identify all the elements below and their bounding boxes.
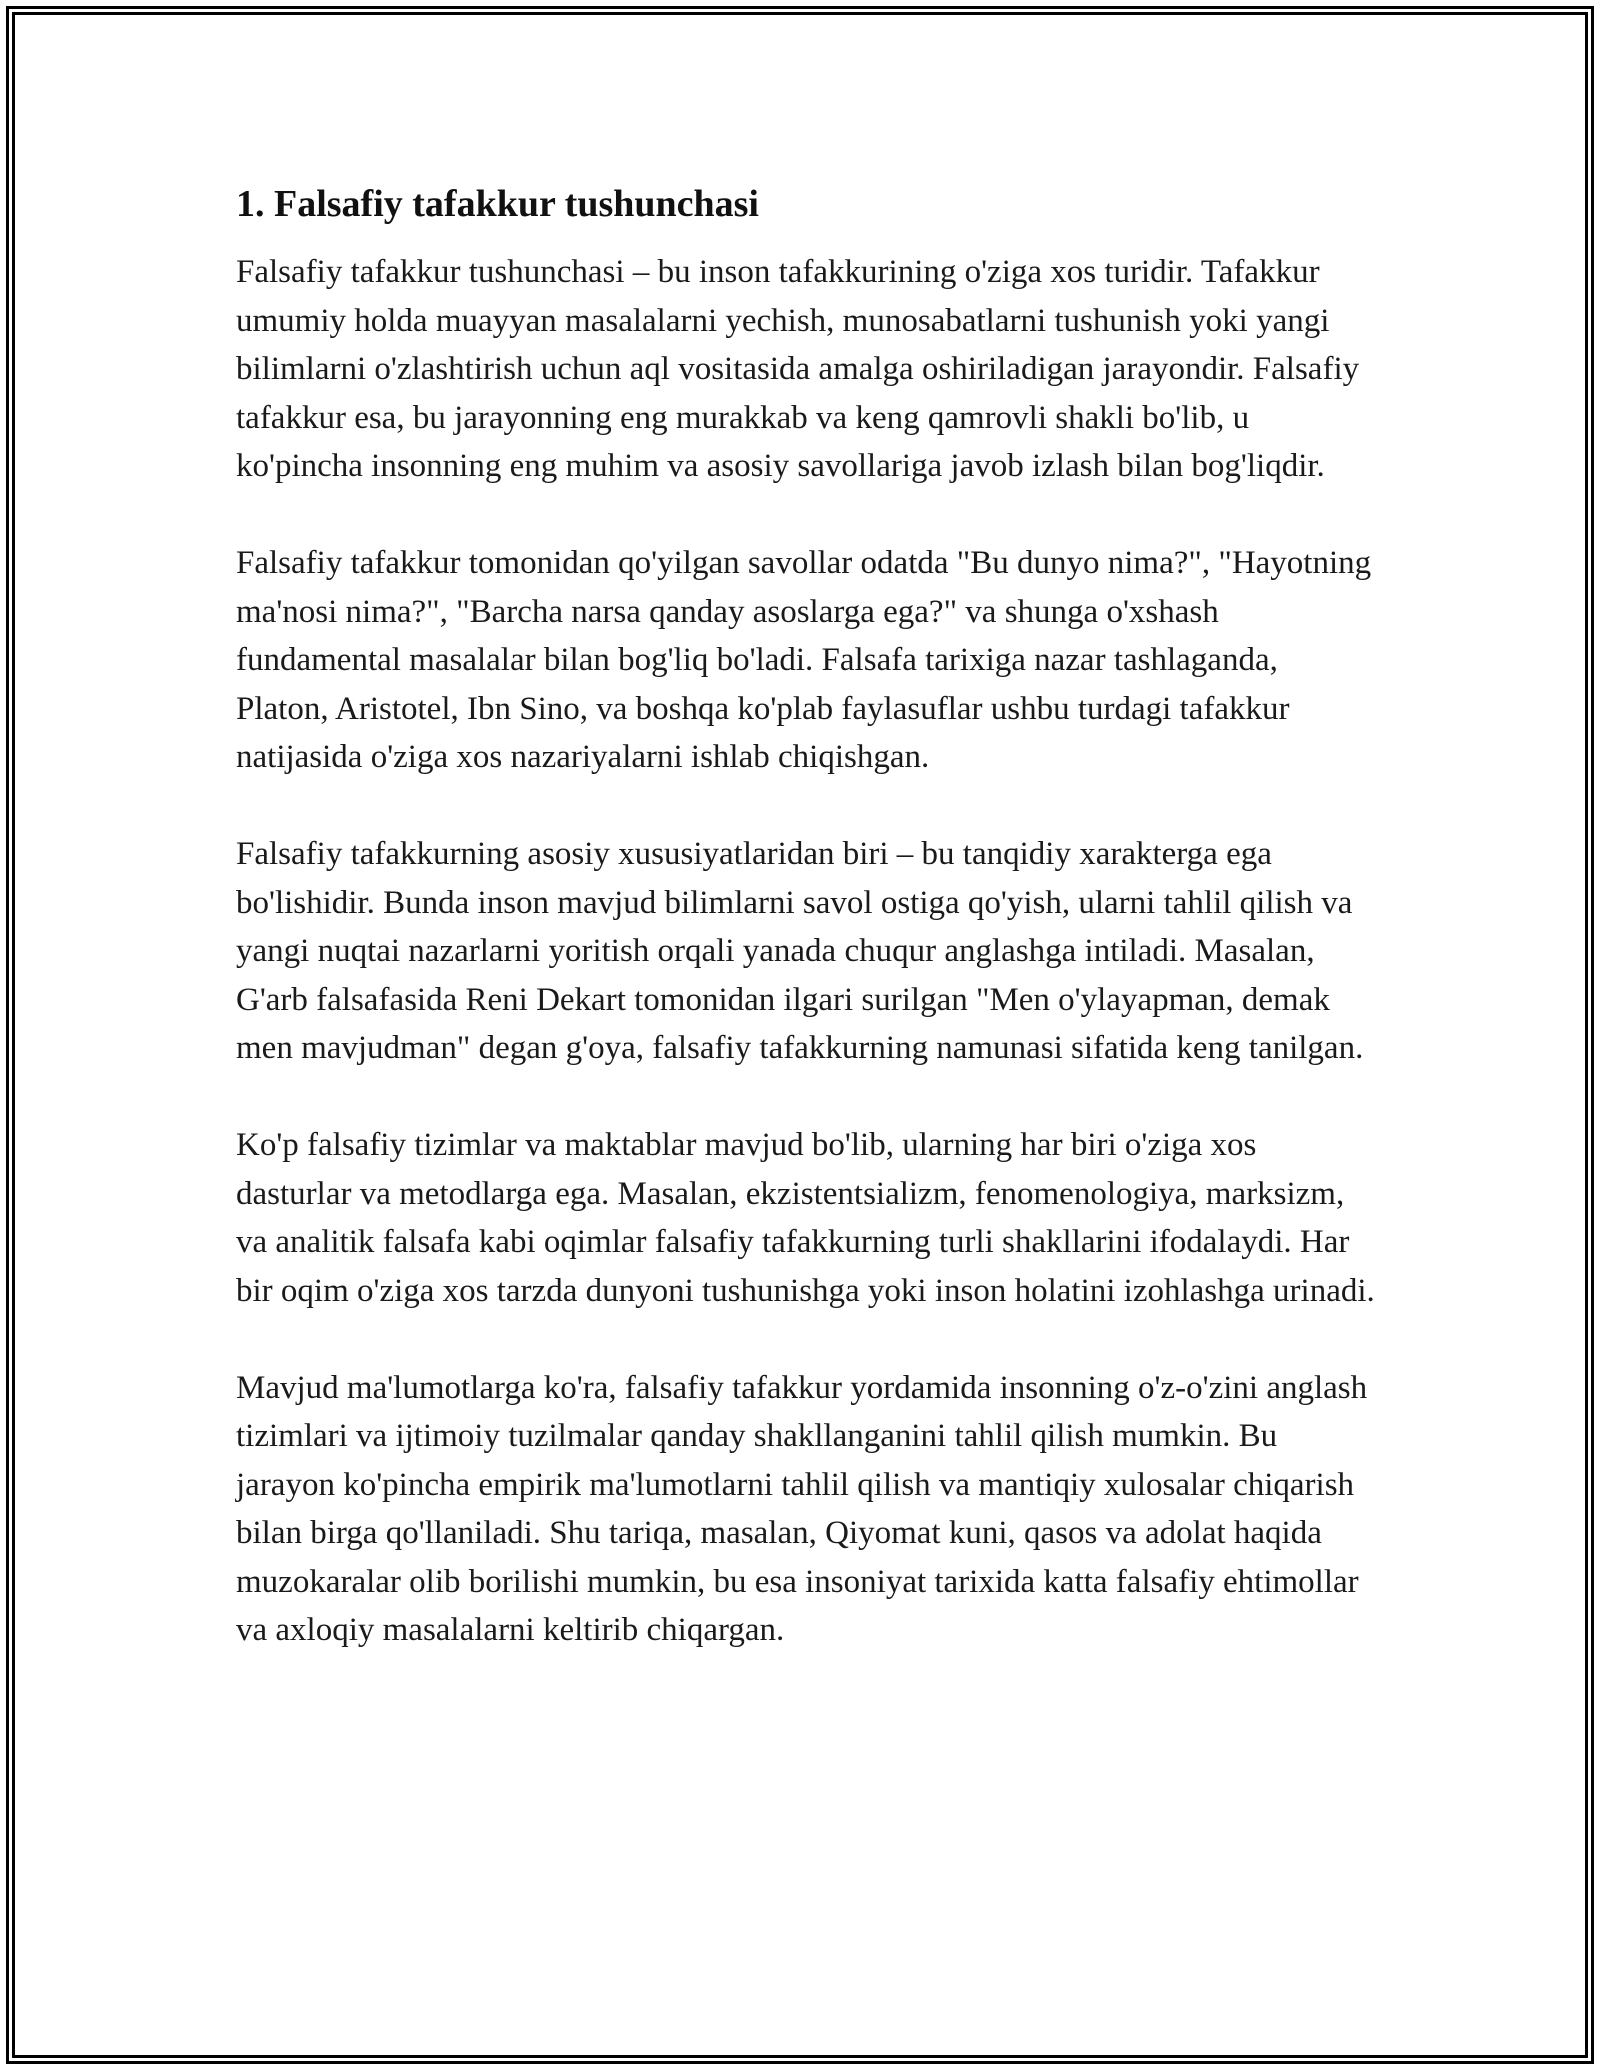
paragraph-3: Falsafiy tafakkurning asosiy xususiyatlaridan biri – bu tanqidiy xarakterga ega bo'lishidir. Bunda inson mavjud bilimlarni savol ostiga qo'yish, ularni tahlil qilish va yangi nuqtai nazarlarni yoritish orqali yanada chuqur anglashga intiladi. Masalan, G'arb falsafasida Reni Dekart tomonidan ilgari surilgan "Men o'ylayapman, demak men mavjudman" degan g'oya, falsafiy tafakkurning namunasi sifatida keng tanilgan. — [236, 836, 1364, 1066]
paragraph-4: Ko'p falsafiy tizimlar va maktablar mavjud bo'lib, ularning har biri o'ziga xos dasturlar va metodlarga ega. Masalan, ekzistentsializm, fenomenologiya, marksizm, va analitik falsafa kabi oqimlar falsafiy tafakkurning turli shakllarini ifodalaydi. Har bir oqim o'ziga xos tarzda dunyoni tushunishga yoki inson holatini izohlashga urinadi. — [236, 1127, 1375, 1309]
paragraph-2: Falsafiy tafakkur tomonidan qo'yilgan savollar odatda "Bu dunyo nima?", "Hayotning ma'nosi nima?", "Barcha narsa qanday asoslarga ega?" va shunga o'xshash fundamental masalalar bilan bog'liq bo'ladi. Falsafa tarixiga nazar tashlaganda, Platon, Aristotel, Ibn Sino, va boshqa ko'plab faylasuflar ushbu turdagi tafakkur natijasida o'ziga xos nazariyalarni ishlab chiqishgan. — [236, 545, 1372, 775]
paragraph-1: Falsafiy tafakkur tushunchasi – bu inson tafakkurining o'ziga xos turidir. Tafakkur umumiy holda muayyan masalalarni yechish, munosabatlarni tushunish yoki yangi bilimlarni o'zlashtirish uchun aql vositasida amalga oshiriladigan jarayondir. Falsafiy tafakkur esa, bu jarayonning eng murakkab va keng qamrovli shakli bo'lib, u ko'pincha insonning eng muhim va asosiy savollariga javob izlash bilan bog'liqdir. — [236, 254, 1360, 484]
document-body — [236, 180, 1376, 1703]
paragraph-5: Mavjud ma'lumotlarga ko'ra, falsafiy tafakkur yordamida insonning o'z-o'zini anglash tizimlari va ijtimoiy tuzilmalar qanday shakllanganini tahlil qilish mumkin. Bu jarayon ko'pincha empirik ma'lumotlarni tahlil qilish va mantiqiy xulosalar chiqarish bilan birga qo'llaniladi. Shu tariqa, masalan, Qiyomat kuni, qasos va adolat haqida muzokaralar olib borilishi mumkin, bu esa insoniyat tarixida katta falsafiy ehtimollar va axloqiy masalalarni keltirib chiqargan. — [236, 1369, 1368, 1648]
section-heading: 1. Falsafiy tafakkur tushunchasi — [236, 183, 759, 225]
